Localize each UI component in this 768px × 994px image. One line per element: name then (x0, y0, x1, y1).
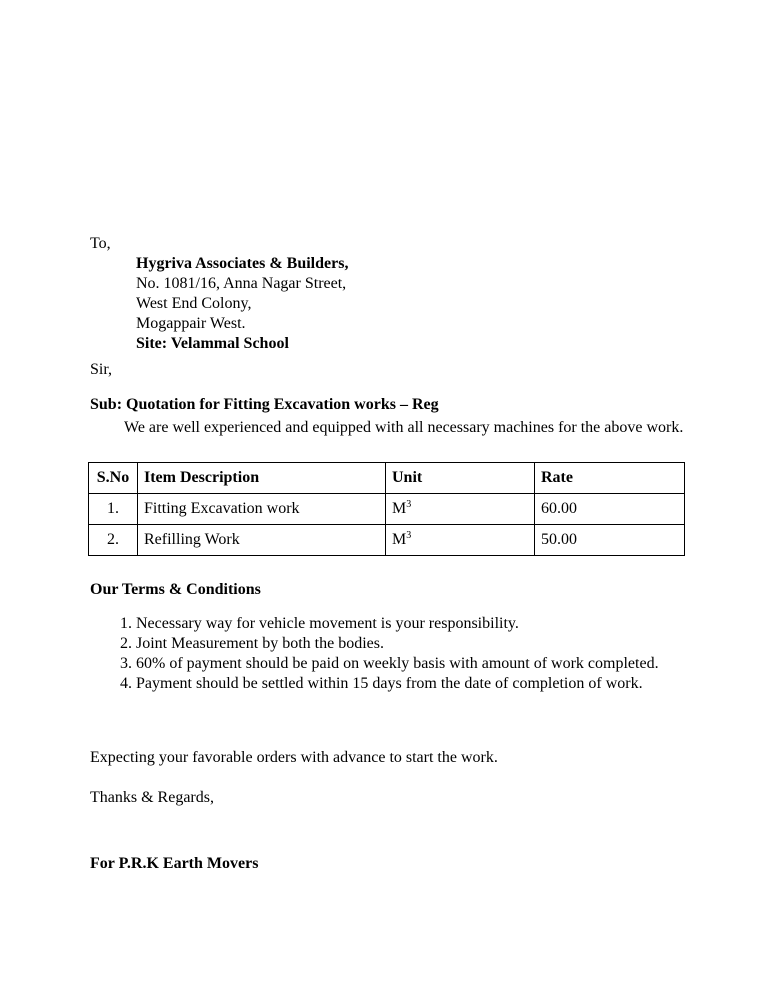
signature: For P.R.K Earth Movers (90, 855, 259, 872)
unit-superscript: 3 (406, 499, 412, 510)
recipient-name: Hygriva Associates & Builders, (136, 255, 349, 272)
unit-text: M (392, 500, 407, 517)
list-item: 3. 60% of payment should be paid on weekly basis with amount of work completed. (136, 654, 724, 674)
table-header-row (89, 463, 685, 494)
intro-text: We are well experienced and equipped with all necessary machines for the above work. (124, 419, 684, 436)
closing-line: Expecting your favorable orders with advance to start the work. (90, 749, 498, 766)
header-unit: Unit (386, 463, 535, 494)
table-row (89, 494, 685, 525)
unit-text: M (392, 531, 407, 548)
address-line-3: Mogappair West. (136, 315, 246, 332)
cell-item: Refilling Work (138, 525, 386, 556)
intro-paragraph (90, 418, 685, 438)
header-sno: S.No (89, 463, 138, 494)
terms-heading: Our Terms & Conditions (90, 581, 261, 598)
recipient-address (136, 254, 348, 354)
cell-item: Fitting Excavation work (138, 494, 386, 525)
unit-superscript: 3 (406, 530, 412, 541)
cell-rate: 60.00 (535, 494, 685, 525)
site-name: Site: Velammal School (136, 335, 289, 352)
cell-rate: 50.00 (535, 525, 685, 556)
subject-line: Sub: Quotation for Fitting Excavation works – Reg (90, 396, 439, 413)
address-line-1: No. 1081/16, Anna Nagar Street, (136, 275, 347, 292)
quotation-table (88, 462, 685, 556)
list-item: 1. Necessary way for vehicle movement is your responsibility. (136, 614, 724, 634)
salutation-to: To, (90, 235, 111, 252)
address-line-2: West End Colony, (136, 295, 252, 312)
list-item: 2. Joint Measurement by both the bodies. (136, 634, 724, 654)
greeting: Sir, (90, 361, 113, 378)
cell-sno: 2. (89, 525, 138, 556)
cell-sno: 1. (89, 494, 138, 525)
table-row (89, 525, 685, 556)
terms-list (90, 614, 724, 694)
cell-unit (386, 494, 535, 525)
regards: Thanks & Regards, (90, 789, 214, 806)
cell-unit (386, 525, 535, 556)
list-item: 4. Payment should be settled within 15 days from the date of completion of work. (136, 674, 724, 694)
header-rate: Rate (535, 463, 685, 494)
header-item: Item Description (138, 463, 386, 494)
